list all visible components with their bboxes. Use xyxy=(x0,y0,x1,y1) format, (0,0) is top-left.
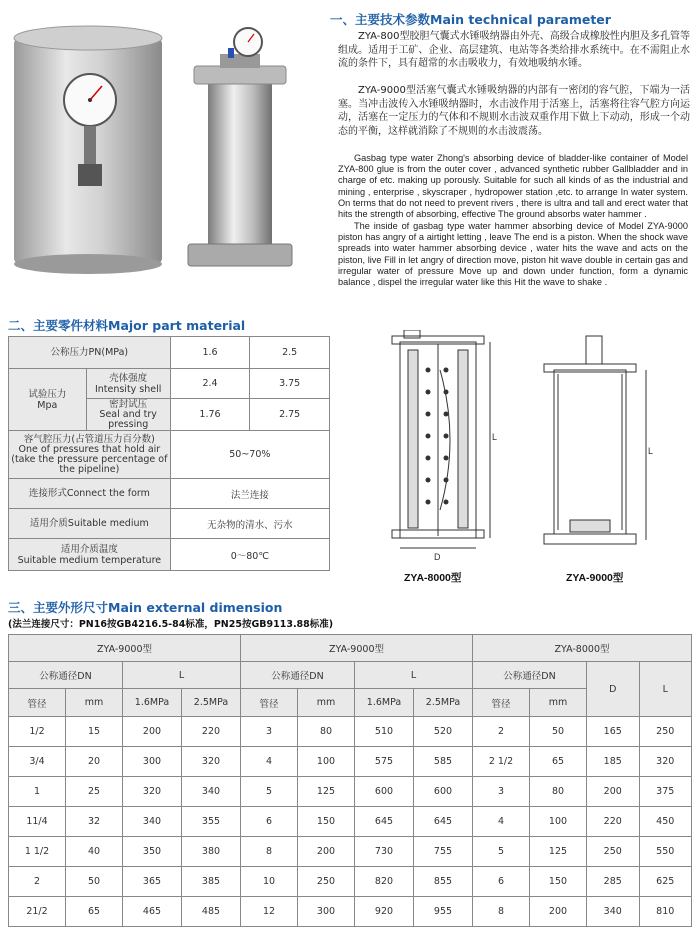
table-cell: 485 xyxy=(182,897,241,927)
table-cell: 320 xyxy=(123,777,182,807)
table-cell: 340 xyxy=(182,777,241,807)
table-cell: 730 xyxy=(355,837,414,867)
dimension-l-b: L xyxy=(648,446,654,456)
table-cell: 12 xyxy=(241,897,298,927)
table-cell: 6 xyxy=(473,867,530,897)
table-cell: 520 xyxy=(414,717,473,747)
table-cell: 100 xyxy=(530,807,587,837)
table-cell: 820 xyxy=(355,867,414,897)
section-1-paragraph-cn-2: ZYA-9000型活塞气囊式水锤吸纳器的内部有一密闭的容气腔，下端为一活塞。当冲击波传入水锤吸纳器时，水击波作用于活塞上，活塞将往容气腔方向运动，活塞在一定压力的气体和不规则水击波双重作用下做上下动动，形成一个动态的平衡，这样就消除了不规则的水击波震荡。 xyxy=(338,85,690,137)
p25-header-1: 2.5MPa xyxy=(182,689,241,717)
shell-value-1: 2.4 xyxy=(170,369,250,399)
table-cell: 550 xyxy=(639,837,692,867)
air-pressure-label xyxy=(9,431,171,479)
table-cell: 755 xyxy=(414,837,473,867)
dimension-d-a: D xyxy=(434,552,441,562)
table-cell: 585 xyxy=(414,747,473,777)
temperature-value: 0～80℃ xyxy=(170,539,329,571)
section-1-paragraph-cn-1: ZYA-800型胶胆气囊式水锤吸纳器由外壳、高级合成橡胶性内胆及多孔管等组成。适用于工矿、企业、高层建筑、电站等各类给排水系统中。在不需阻止水流的条件下，具有超常的水击吸收力，有效地吸纳水锤。 xyxy=(338,31,690,69)
table-cell: 40 xyxy=(66,837,123,867)
table-cell: 165 xyxy=(587,717,640,747)
p16-header-2: 1.6MPa xyxy=(355,689,414,717)
air-pressure-label-en: One of pressures that hold air (take the pressure percentage of the pipeline) xyxy=(11,444,168,475)
group-header-2: ZYA-9000型 xyxy=(241,635,473,662)
table-cell: 855 xyxy=(414,867,473,897)
table-cell: 100 xyxy=(298,747,355,777)
table-cell: 645 xyxy=(414,807,473,837)
table-cell: 3 xyxy=(473,777,530,807)
table-cell: 50 xyxy=(66,867,123,897)
pn-label: 公称压力PN(MPa) xyxy=(9,337,171,369)
technical-drawing-icon xyxy=(378,330,668,566)
table-cell: 65 xyxy=(66,897,123,927)
table-cell: 5 xyxy=(473,837,530,867)
section-1-paragraph-en-1: Gasbag type water Zhong's absorbing device of bladder-like container of Model ZYA-800 glue is from the outer cover , advanced synthetic rubber Gallbladder and in charge of etc. making up porously. Suitable for such all kinds of as the industrial and mining , enterprise , skyscraper , hydropower station ,etc. to arrange In water system. On terms that do not need to prevent rivers , there is ultra and tall and erect water that hits the strength of absorbing, effective The ground absorbs water hammer . xyxy=(338,153,688,220)
air-pressure-label-cn: 容气腔压力(占管道压力百分数) xyxy=(23,434,155,445)
table-cell: 340 xyxy=(123,807,182,837)
table-cell: 2 xyxy=(473,717,530,747)
table-cell: 80 xyxy=(530,777,587,807)
seal-value-2: 2.75 xyxy=(250,399,330,431)
seal-label xyxy=(86,399,170,431)
table-cell: 355 xyxy=(182,807,241,837)
table-cell: 6 xyxy=(241,807,298,837)
temperature-label-cn: 适用介质温度 xyxy=(60,543,118,555)
table-cell: 920 xyxy=(355,897,414,927)
seal-label-cn: 密封试压 xyxy=(109,399,148,410)
pn-value-1: 1.6 xyxy=(170,337,250,369)
group-header-3: ZYA-8000型 xyxy=(473,635,692,662)
table-cell: 385 xyxy=(182,867,241,897)
table-cell: 125 xyxy=(298,777,355,807)
p16-header-1: 1.6MPa xyxy=(123,689,182,717)
table-cell: 15 xyxy=(66,717,123,747)
table-cell: 625 xyxy=(639,867,692,897)
table-cell: 250 xyxy=(639,717,692,747)
table-cell: 250 xyxy=(298,867,355,897)
shell-label xyxy=(86,369,170,399)
table-cell: 25 xyxy=(66,777,123,807)
section-3-subtitle: (法兰连接尺寸：PN16按GB4216.5-84标准，PN25按GB9113.88标准) xyxy=(8,619,334,630)
table-cell: 50 xyxy=(530,717,587,747)
test-pressure-label xyxy=(9,369,87,431)
table-row xyxy=(9,807,692,837)
section-2-title: 二、主要零件材料Major part material xyxy=(8,318,246,333)
table-cell: 20 xyxy=(66,747,123,777)
table-cell: 600 xyxy=(355,777,414,807)
table-cell: 375 xyxy=(639,777,692,807)
table-cell: 200 xyxy=(587,777,640,807)
pipe-header-3: 管径 xyxy=(473,689,530,717)
table-row xyxy=(9,897,692,927)
table-cell: 2 xyxy=(9,867,66,897)
l-header-1: L xyxy=(123,662,241,689)
dimension-table-body xyxy=(9,717,692,927)
table-cell: 645 xyxy=(355,807,414,837)
table-cell: 1 xyxy=(9,777,66,807)
table-cell: 575 xyxy=(355,747,414,777)
table-cell: 450 xyxy=(639,807,692,837)
air-pressure-value: 50~70% xyxy=(170,431,329,479)
table-cell: 125 xyxy=(530,837,587,867)
table-cell: 8 xyxy=(473,897,530,927)
table-cell: 3/4 xyxy=(9,747,66,777)
shell-label-en: Intensity shell xyxy=(94,383,162,395)
table-cell: 150 xyxy=(298,807,355,837)
test-pressure-label-cn: 试验压力 xyxy=(28,388,67,400)
table-cell: 200 xyxy=(530,897,587,927)
medium-label: 适用介质Suitable medium xyxy=(9,509,171,539)
table-row xyxy=(9,717,692,747)
dn-header-3: 公称通径DN xyxy=(473,662,587,689)
mm-header-3: mm xyxy=(530,689,587,717)
table-cell: 300 xyxy=(123,747,182,777)
d-header-3: D xyxy=(587,662,640,717)
pipe-header-2: 管径 xyxy=(241,689,298,717)
temperature-label-en: Suitable medium temperature xyxy=(17,554,162,566)
table-cell: 21/2 xyxy=(9,897,66,927)
table-row xyxy=(9,777,692,807)
table-cell: 465 xyxy=(123,897,182,927)
table-cell: 200 xyxy=(298,837,355,867)
l-header-2: L xyxy=(355,662,473,689)
table-cell: 1 1/2 xyxy=(9,837,66,867)
table-cell: 510 xyxy=(355,717,414,747)
table-cell: 285 xyxy=(587,867,640,897)
seal-label-en: Seal and try pressing xyxy=(99,409,157,430)
table-cell: 150 xyxy=(530,867,587,897)
table-cell: 32 xyxy=(66,807,123,837)
table-cell: 250 xyxy=(587,837,640,867)
table-row xyxy=(9,867,692,897)
device-photo-icon xyxy=(8,14,320,282)
table-cell: 365 xyxy=(123,867,182,897)
test-pressure-label-en: Mpa xyxy=(37,399,58,411)
table-cell: 220 xyxy=(182,717,241,747)
table-row xyxy=(9,747,692,777)
medium-value: 无杂物的清水、污水 xyxy=(170,509,329,539)
table-cell: 340 xyxy=(587,897,640,927)
table-cell: 11/4 xyxy=(9,807,66,837)
group-header-1: ZYA-9000型 xyxy=(9,635,241,662)
table-row xyxy=(9,837,692,867)
table-cell: 1/2 xyxy=(9,717,66,747)
table-cell: 810 xyxy=(639,897,692,927)
dn-header-1: 公称通径DN xyxy=(9,662,123,689)
table-cell: 185 xyxy=(587,747,640,777)
caption-zya-9000: ZYA-9000型 xyxy=(566,572,624,584)
table-cell: 300 xyxy=(298,897,355,927)
section-3-title: 三、主要外形尺寸Main external dimension xyxy=(8,600,283,615)
section-1-paragraph-en-2: The inside of gasbag type water hammer absorbing device of Model ZYA-9000 piston has angry of a airtight letting , leave The end is a piston. When the shock wave spreads into water hammer absorbing device , water hits the wave and acts on the piston, live Fill in let angry of direction move, piston hit wave double in certain gas and irregular water of pressure Move up and down under function, form a dynamic balance , dispel the irregular water like this Hit the wave to shake . xyxy=(338,221,688,288)
table-cell: 320 xyxy=(639,747,692,777)
caption-zya-8000: ZYA-8000型 xyxy=(404,572,462,584)
shell-label-cn: 壳体强度 xyxy=(109,372,148,384)
temperature-label xyxy=(9,539,171,571)
table-cell: 350 xyxy=(123,837,182,867)
l-header-3: L xyxy=(639,662,692,717)
table-cell: 200 xyxy=(123,717,182,747)
table-cell: 380 xyxy=(182,837,241,867)
table-cell: 4 xyxy=(241,747,298,777)
table-cell: 4 xyxy=(473,807,530,837)
table-cell: 3 xyxy=(241,717,298,747)
table-cell: 955 xyxy=(414,897,473,927)
pn-value-2: 2.5 xyxy=(250,337,330,369)
seal-value-1: 1.76 xyxy=(170,399,250,431)
table-cell: 10 xyxy=(241,867,298,897)
dn-header-2: 公称通径DN xyxy=(241,662,355,689)
table-cell: 5 xyxy=(241,777,298,807)
pipe-header-1: 管径 xyxy=(9,689,66,717)
table-cell: 600 xyxy=(414,777,473,807)
table-cell: 65 xyxy=(530,747,587,777)
material-table xyxy=(8,336,330,571)
table-cell: 80 xyxy=(298,717,355,747)
table-cell: 2 1/2 xyxy=(473,747,530,777)
section-1-title: 一、主要技术参数Main technical parameter xyxy=(330,12,611,27)
mm-header-2: mm xyxy=(298,689,355,717)
dimension-l-a: L xyxy=(492,432,498,442)
p25-header-2: 2.5MPa xyxy=(414,689,473,717)
table-cell: 320 xyxy=(182,747,241,777)
table-cell: 8 xyxy=(241,837,298,867)
table-cell: 220 xyxy=(587,807,640,837)
shell-value-2: 3.75 xyxy=(250,369,330,399)
mm-header-1: mm xyxy=(66,689,123,717)
connection-label: 连接形式Connect the form xyxy=(9,479,171,509)
connection-value: 法兰连接 xyxy=(170,479,329,509)
dimension-table xyxy=(8,634,692,927)
